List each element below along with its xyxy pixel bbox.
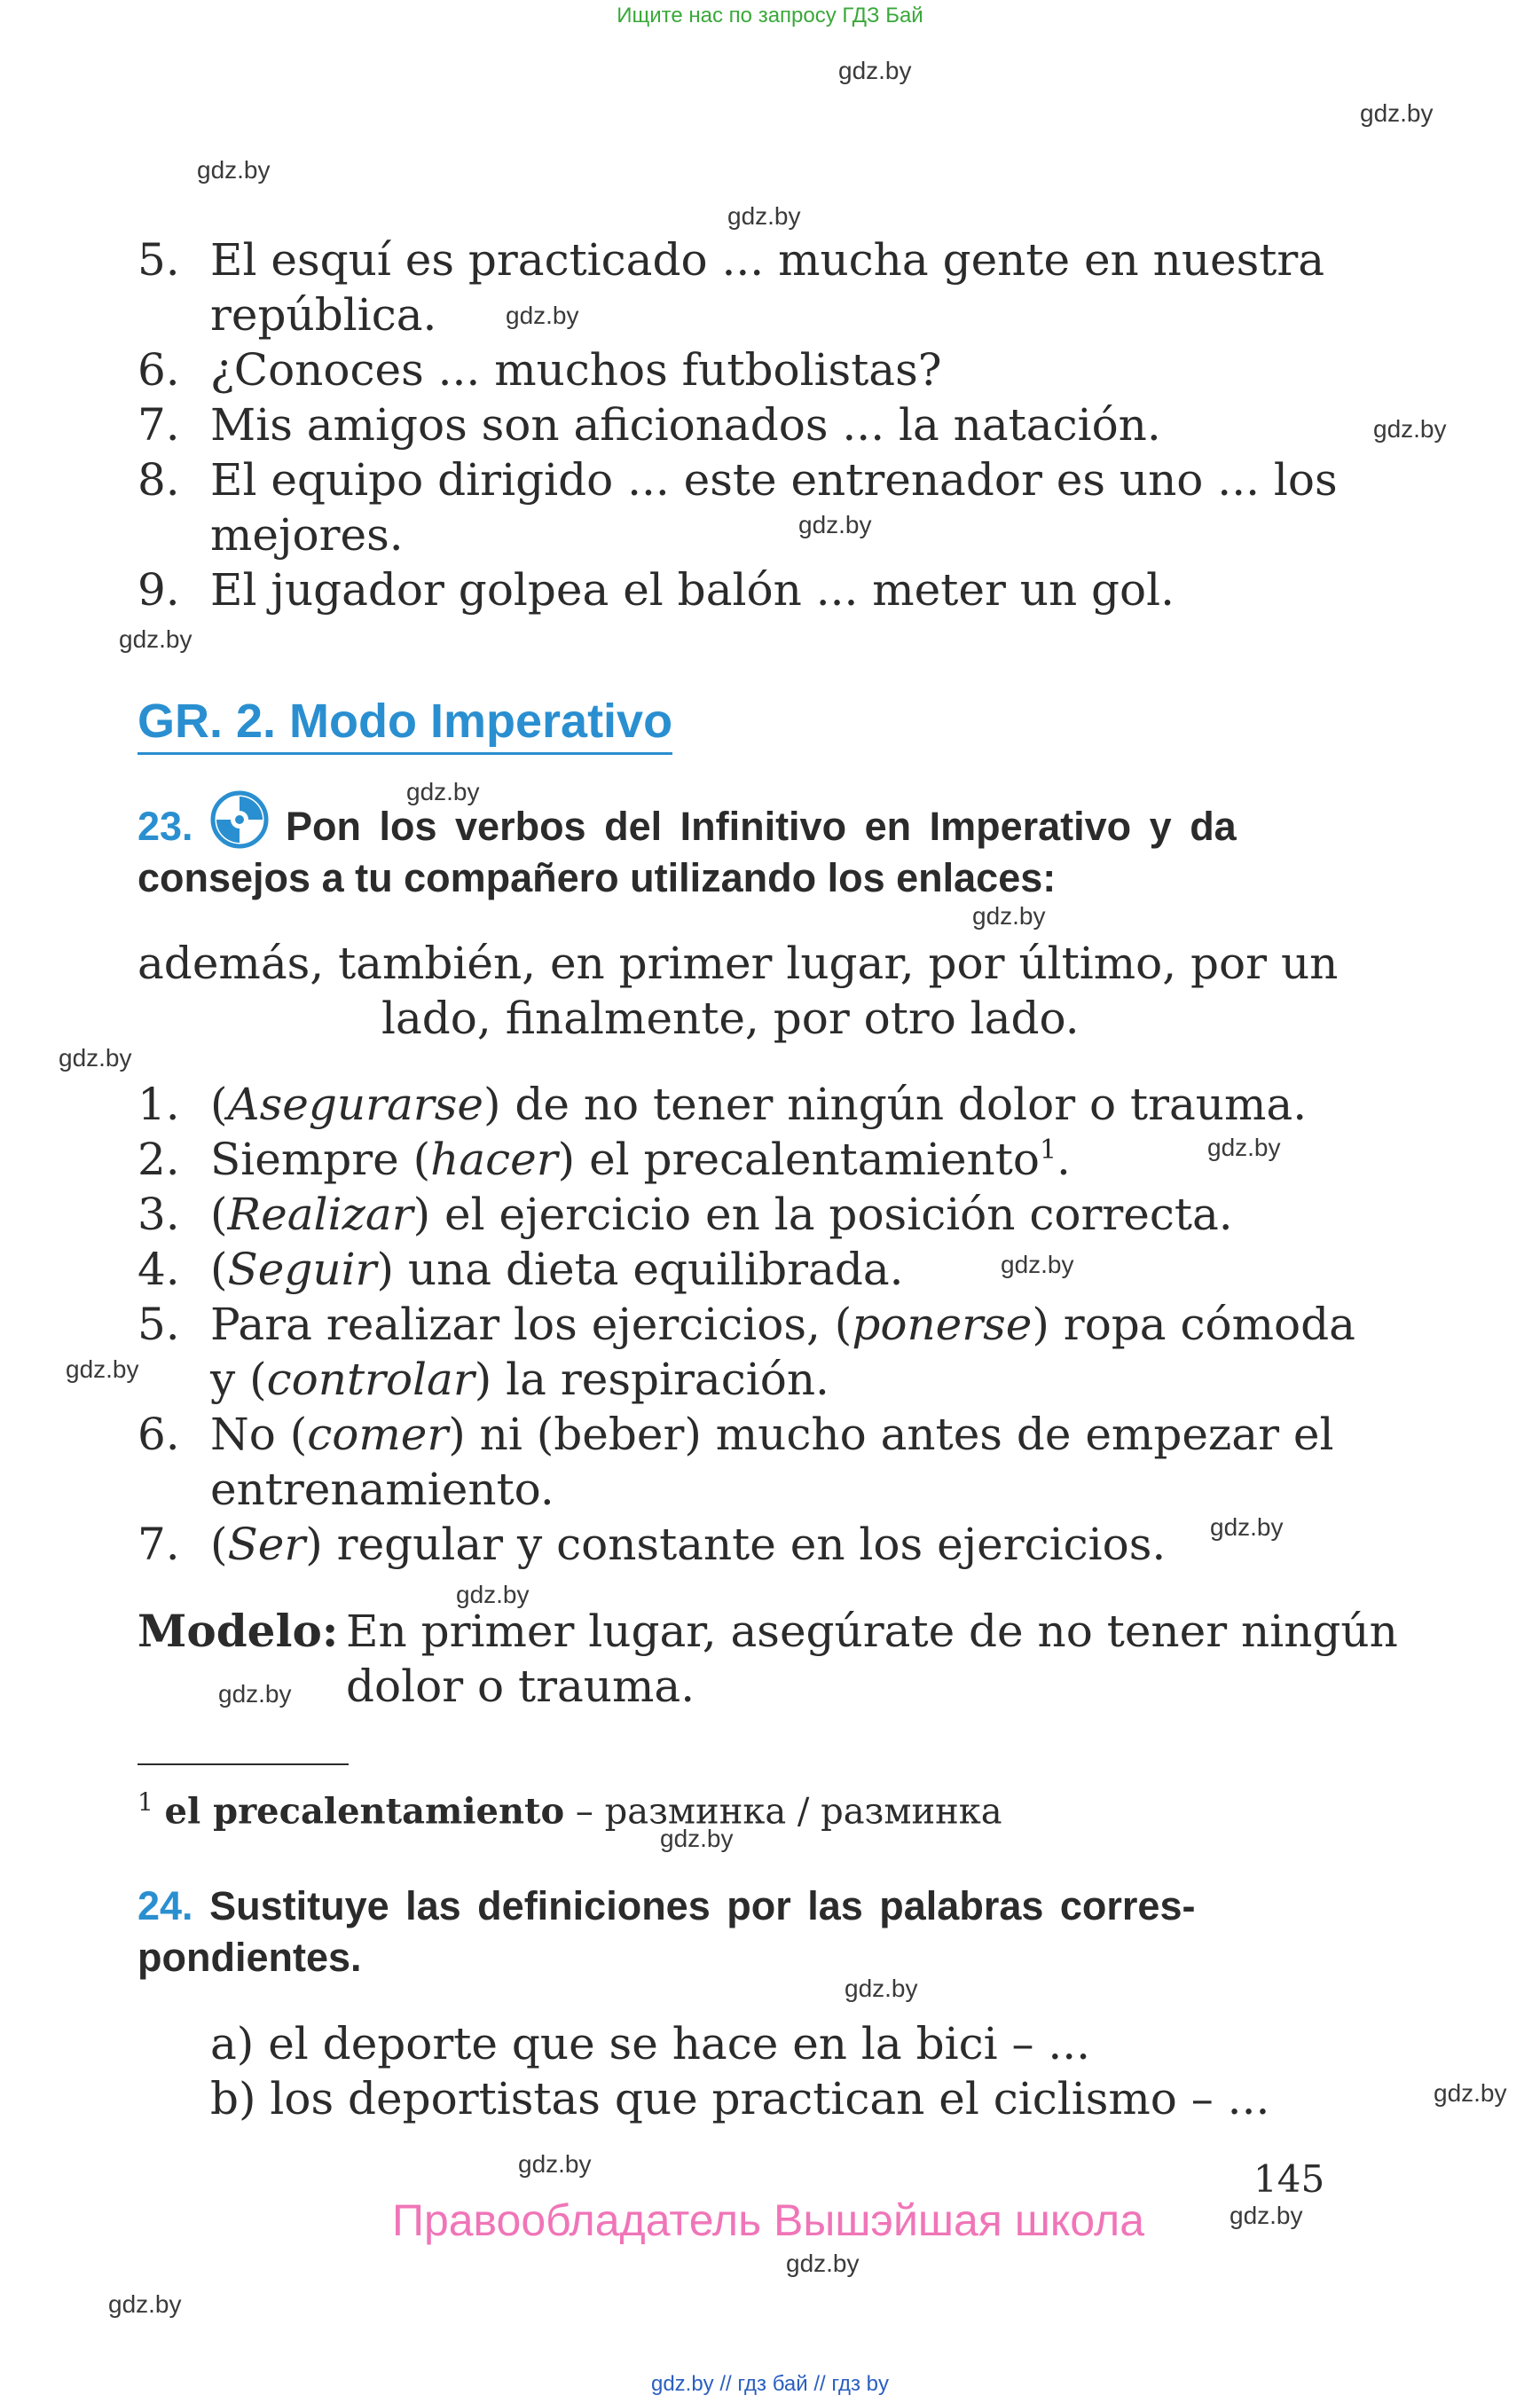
footer-links[interactable]: gdz.by // гдз бай // гдз by: [650, 2372, 890, 2396]
item-number: 7.: [138, 1519, 180, 1570]
exercise-line: mejores.: [210, 509, 404, 561]
item-number: 2.: [138, 1134, 180, 1185]
item-number: 8.: [138, 454, 180, 506]
item-number: 6.: [138, 344, 180, 396]
exercise-line: No (comer) ni (beber) mucho antes de empezar el: [210, 1409, 1334, 1460]
exercise-line: a) el deporte que se hace en la bici – ...: [210, 2018, 1091, 2069]
copyright-holder: Правообладатель Вышэйшая школа: [392, 2195, 1144, 2245]
watermark: gdz.by: [727, 202, 801, 230]
exercise-line: Siempre (hacer) el precalentamiento$^1$.: [210, 1134, 1071, 1185]
watermark: gdz.by: [59, 1044, 132, 1072]
item-number: 5.: [138, 1299, 180, 1350]
watermark: gdz.by: [1207, 1134, 1281, 1161]
exercise-line: Para realizar los ejercicios, (ponerse) ropa cómoda: [210, 1299, 1355, 1350]
item-number: 1.: [138, 1079, 180, 1130]
exercise-line: ¿Conoces ... muchos futbolistas?: [210, 344, 942, 396]
watermark: gdz.by: [108, 2290, 182, 2318]
watermark: gdz.by: [456, 1581, 530, 1608]
connectors-line: lado, finalmente, por otro lado.: [381, 993, 1080, 1044]
exercise-number: 23.: [138, 804, 193, 849]
watermark: gdz.by: [506, 302, 579, 329]
watermark: gdz.by: [1434, 2079, 1507, 2107]
item-number: 4.: [138, 1244, 180, 1295]
watermark: gdz.by: [1210, 1513, 1284, 1541]
exercise-24-instruction: 24. Sustituye las definiciones por las palabras corres-: [138, 1883, 1196, 1928]
item-number: 7.: [138, 399, 180, 451]
watermark: gdz.by: [838, 57, 912, 84]
instruction-line: pondientes.: [138, 1935, 362, 1980]
exercise-line: república.: [210, 289, 437, 341]
watermark: gdz.by: [1360, 99, 1434, 127]
exercise-line: El esquí es practicado ... mucha gente en nuestra: [210, 234, 1325, 286]
model-line: dolor o trauma.: [346, 1661, 695, 1712]
watermark: gdz.by: [119, 625, 192, 653]
exercise-line: (Asegurarse) de no tener ningún dolor o trauma.: [210, 1079, 1308, 1130]
instruction-line: consejos a tu compañero utilizando los enlaces:: [138, 855, 1057, 900]
watermark: gdz.by: [197, 156, 271, 184]
exercise-number: 24.: [138, 1883, 193, 1928]
footnote: $^1$ el precalentamiento – разминка / разминка: [138, 1787, 1002, 1833]
item-number: 5.: [138, 234, 180, 286]
exercise-line: El equipo dirigido ... este entrenador es uno ... los: [210, 454, 1338, 506]
watermark: gdz.by: [786, 2250, 860, 2277]
cd-disc-icon: [209, 789, 270, 850]
model-label: Modelo:: [138, 1605, 339, 1657]
exercise-line: El jugador golpea el balón ... meter un gol.: [210, 564, 1175, 616]
watermark: gdz.by: [660, 1825, 734, 1852]
item-number: 6.: [138, 1409, 180, 1460]
watermark: gdz.by: [518, 2150, 592, 2178]
footnote-divider: [138, 1763, 349, 1765]
watermark: gdz.by: [845, 1975, 918, 2002]
watermark: gdz.by: [1230, 2202, 1303, 2229]
page-number: 145: [1253, 2157, 1325, 2201]
watermark: gdz.by: [66, 1355, 139, 1383]
watermark: gdz.by: [218, 1680, 292, 1708]
exercise-line: (Ser) regular y constante en los ejercicios.: [210, 1519, 1167, 1570]
exercise-line: y (controlar) la respiración.: [210, 1354, 829, 1405]
section-heading: GR. 2. Modo Imperativo: [138, 694, 672, 755]
top-banner[interactable]: Ищите нас по запросу ГДЗ Бай: [617, 4, 923, 27]
model-line: En primer lugar, asegúrate de no tener ningún: [346, 1606, 1398, 1657]
item-number: 3.: [138, 1189, 180, 1240]
watermark: gdz.by: [1373, 415, 1447, 443]
exercise-line: (Realizar) el ejercicio en la posición correcta.: [210, 1189, 1233, 1240]
watermark: gdz.by: [798, 511, 872, 538]
exercise-line: entrenamiento.: [210, 1464, 554, 1515]
item-number: 9.: [138, 564, 180, 616]
footnote-ref: 1: [1039, 1135, 1057, 1166]
exercise-line: Mis amigos son aficionados ... la natación.: [210, 399, 1161, 451]
watermark: gdz.by: [1001, 1251, 1074, 1278]
instruction-line: Pon los verbos del Infinitivo en Imperativo y da: [286, 804, 1237, 849]
exercise-line: (Seguir) una dieta equilibrada.: [210, 1244, 904, 1295]
exercise-23-instruction: [138, 801, 193, 852]
watermark: gdz.by: [972, 902, 1046, 930]
connectors-line: además, también, en primer lugar, por último, por un: [138, 938, 1339, 989]
watermark: gdz.by: [406, 778, 480, 805]
exercise-line: b) los deportistas que practican el ciclismo – ...: [210, 2073, 1270, 2124]
